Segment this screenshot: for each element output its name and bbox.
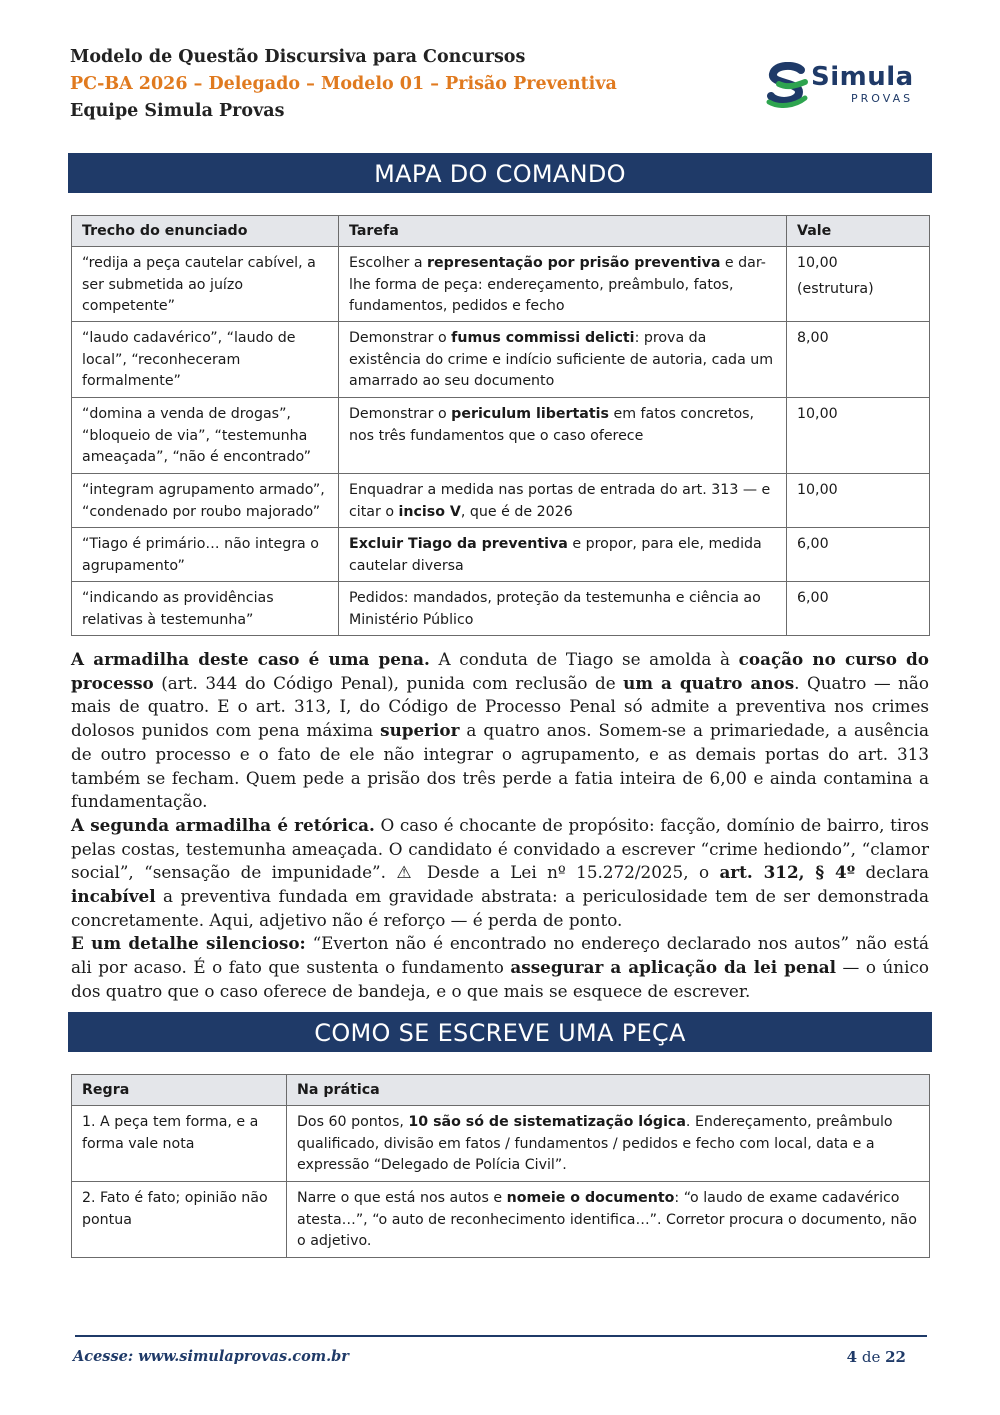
cell-pratica: Narre o que está nos autos e nomeie o documento: “o laudo de exame cadavérico atesta…”, “o auto de reconhecimento identifica…”. Corretor procura o documento, não o adjetivo.	[287, 1182, 930, 1258]
cell-trecho: “Tiago é primário… não integra o agrupamento”	[72, 528, 339, 582]
table-header-row	[72, 216, 930, 247]
col-header-tarefa: Tarefa	[339, 216, 787, 247]
cell-tarefa: Demonstrar o fumus commissi delicti: prova da existência do crime e indício suficiente de autoria, cada um amarrado ao seu documento	[339, 322, 787, 398]
simula-s-logo-icon	[765, 62, 811, 108]
regras-table	[71, 1074, 930, 1258]
cell-vale: 8,00	[787, 322, 930, 398]
cell-regra: 1. A peça tem forma, e a forma vale nota	[72, 1106, 287, 1182]
paragraph-armadilha-pena: A armadilha deste caso é uma pena. A conduta de Tiago se amolda à coação no curso do processo (art. 344 do Código Penal), punida com reclusão de um a quatro anos. Quatro — não mais de quatro. E o art. 313, I, do Código de Processo Penal só admite a preventiva nos crimes dolosos punidos com pena máxima superior a quatro anos. Somem-se a primariedade, a ausência de outro processo e o fato de ele não integrar o agrupamento, e as demais portas do art. 313 também se fecham. Quem pede a prisão dos três perde a fatia inteira de 6,00 e ainda contamina a fundamentação.	[71, 649, 929, 812]
cell-vale: 10,00	[787, 398, 930, 474]
cell-regra: 2. Fato é fato; opinião não pontua	[72, 1182, 287, 1258]
paragraph-armadilha-retorica: A segunda armadilha é retórica. O caso é chocante de propósito: facção, domínio de bairro, tiros pelas costas, testemunha ameaçada. O candidato é convidado a escrever “crime hediondo”, “clamor social”, “sensação de impunidade”. ⚠ Desde a Lei nº 15.272/2025, o art. 312, § 4º declara incabível a preventiva fundada em gravidade abstrata: a periculosidade tem de ser demonstrada concretamente. Aqui, adjetivo não é reforço — é perda de ponto.	[71, 814, 929, 930]
table-row	[72, 247, 930, 322]
col-header-regra: Regra	[72, 1075, 287, 1106]
cell-vale: 10,00	[787, 474, 930, 528]
table-row	[72, 1106, 930, 1182]
simula-provas-logo	[765, 60, 915, 110]
cell-vale-note: (estrutura)	[797, 280, 874, 297]
table-row	[72, 528, 930, 582]
table-row	[72, 1182, 930, 1258]
footer-site-link[interactable]: Acesse: www.simulaprovas.com.br	[73, 1348, 349, 1365]
document-team: Equipe Simula Provas	[70, 101, 285, 121]
cell-vale: 6,00	[787, 528, 930, 582]
logo-sub: PROVAS	[851, 92, 914, 105]
cell-tarefa: Escolher a representação por prisão preventiva e dar-lhe forma de peça: endereçamento, preâmbulo, fatos, fundamentos, pedidos e fecho	[339, 247, 787, 322]
document-subtitle: PC-BA 2026 – Delegado – Modelo 01 – Prisão Preventiva	[70, 74, 617, 94]
section-title-mapa: MAPA DO COMANDO	[68, 153, 932, 193]
cell-trecho: “indicando as providências relativas à testemunha”	[72, 582, 339, 636]
footer-divider	[75, 1335, 927, 1337]
cell-trecho: “redija a peça cautelar cabível, a ser submetida ao juízo competente”	[72, 247, 339, 322]
cell-vale: 6,00	[787, 582, 930, 636]
cell-vale: 10,00 (estrutura)	[787, 247, 930, 322]
table-row	[72, 582, 930, 636]
cell-tarefa: Demonstrar o periculum libertatis em fatos concretos, nos três fundamentos que o caso oferece	[339, 398, 787, 474]
cell-trecho: “laudo cadavérico”, “laudo de local”, “reconheceram formalmente”	[72, 322, 339, 398]
cell-pratica: Dos 60 pontos, 10 são só de sistematização lógica. Endereçamento, preâmbulo qualificado, divisão em fatos / fundamentos / pedidos e fecho com local, data e a expressão “Delegado de Polícia Civil”.	[287, 1106, 930, 1182]
col-header-vale: Vale	[787, 216, 930, 247]
cell-tarefa: Excluir Tiago da preventiva e propor, para ele, medida cautelar diversa	[339, 528, 787, 582]
analysis-text	[71, 648, 929, 1004]
section-title-peca: COMO SE ESCREVE UMA PEÇA	[68, 1012, 932, 1052]
document-header	[70, 44, 770, 125]
cell-trecho: “domina a venda de drogas”, “bloqueio de via”, “testemunha ameaçada”, “não é encontrado”	[72, 398, 339, 474]
table-row	[72, 322, 930, 398]
table-row	[72, 474, 930, 528]
logo-word: Simula	[811, 62, 914, 92]
col-header-pratica: Na prática	[287, 1075, 930, 1106]
footer-page-number: 4 de 22	[846, 1348, 906, 1366]
cell-tarefa: Enquadrar a medida nas portas de entrada do art. 313 — e citar o inciso V, que é de 2026	[339, 474, 787, 528]
cell-tarefa: Pedidos: mandados, proteção da testemunha e ciência ao Ministério Público	[339, 582, 787, 636]
mapa-table	[71, 215, 930, 636]
table-row	[72, 398, 930, 474]
col-header-trecho: Trecho do enunciado	[72, 216, 339, 247]
cell-trecho: “integram agrupamento armado”, “condenado por roubo majorado”	[72, 474, 339, 528]
table-header-row	[72, 1075, 930, 1106]
paragraph-detalhe-silencioso: E um detalhe silencioso: “Everton não é encontrado no endereço declarado nos autos” não está ali por acaso. É o fato que sustenta o fundamento assegurar a aplicação da lei penal — o único dos quatro que o caso oferece de bandeja, e o que mais se esquece de escrever.	[71, 933, 929, 1001]
document-title: Modelo de Questão Discursiva para Concursos	[70, 47, 526, 67]
